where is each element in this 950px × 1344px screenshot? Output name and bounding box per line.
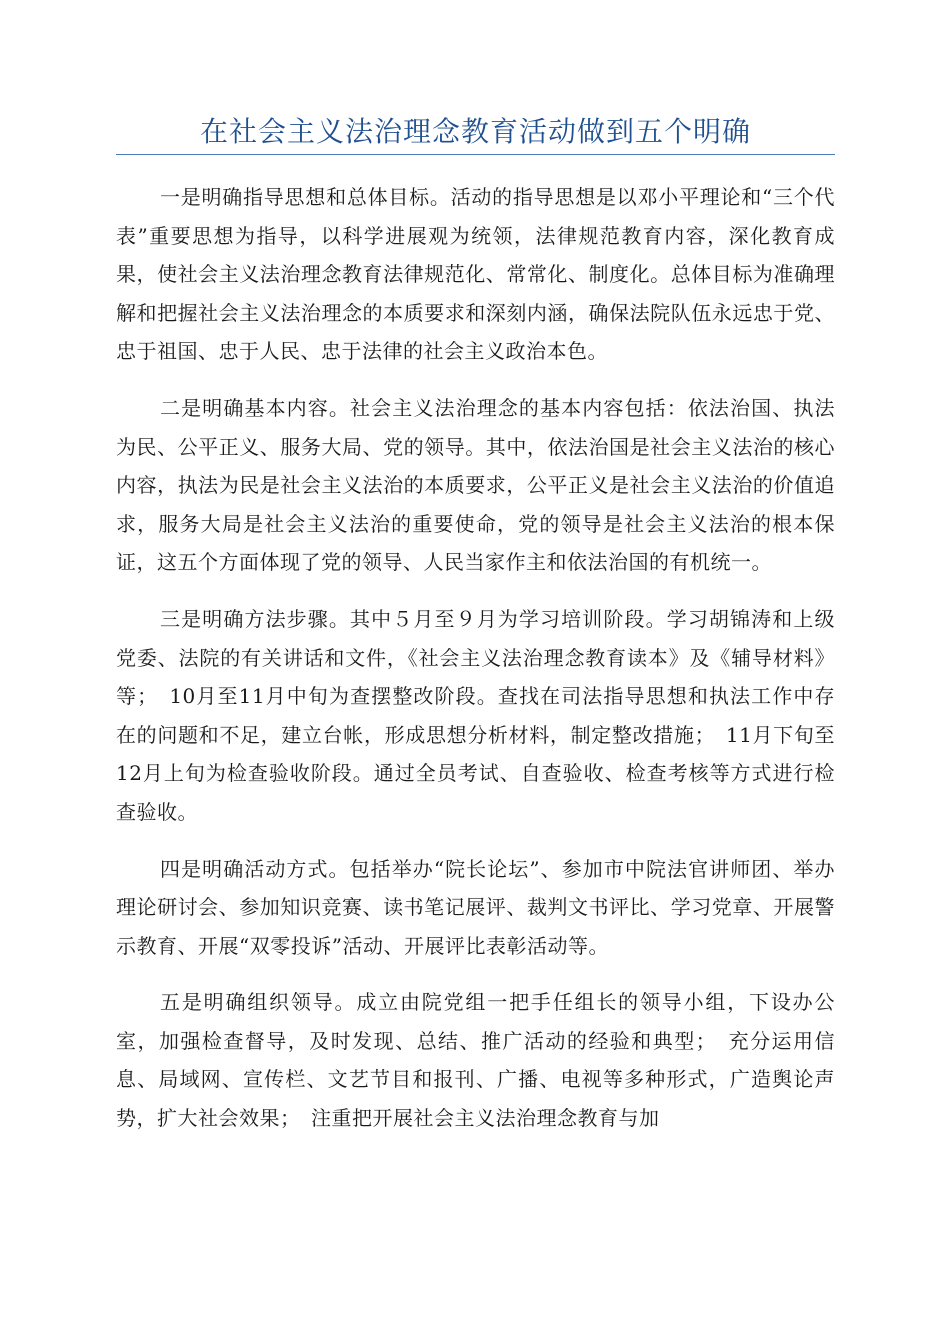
paragraph-activity-modes: 四是明确活动方式。包括举办“院长论坛”、参加市中院法官讲师团、举办理论研讨会、参加知识竞赛、读书笔记展评、裁判文书评比、学习党章、开展警示教育、开展“双零投诉”活动、开展评比表彰活动等。 (116, 856, 835, 958)
title-underline (116, 154, 835, 155)
paragraph-basic-content: 二是明确基本内容。社会主义法治理念的基本内容包括：依法治国、执法为民、公平正义、服务大局、党的领导。其中，依法治国是社会主义法治的核心内容，执法为民是社会主义法治的本质要求，公平正义是社会主义法治的价值追求，服务大局是社会主义法治的重要使命，党的领导是社会主义法治的根本保证，这五个方面体现了党的领导、人民当家作主和依法治国的有机统一。 (116, 395, 835, 575)
document-title: 在社会主义法治理念教育活动做到五个明确 (199, 115, 751, 148)
paragraph-guiding-ideology: 一是明确指导思想和总体目标。活动的指导思想是以邓小平理论和“三个代表”重要思想为指导，以科学进展观为统领，法律规范教育内容，深化教育成果，使社会主义法治理念教育法律规范化、常常化、制度化。总体目标为准确理解和把握社会主义法治理念的本质要求和深刻内涵，确保法院队伍永远忠于党、忠于祖国、忠于人民、忠于法律的社会主义政治本色。 (116, 185, 835, 364)
document-body (116, 178, 835, 1156)
paragraph-method-steps: 三是明确方法步骤。其中５月至９月为学习培训阶段。学习胡锦涛和上级党委、法院的有关讲话和文件，《社会主义法治理念教育读本》及《辅导材料》等； 10月至11月中旬为查摆整改阶段。查找在司法指导思想和执法工作中存在的问题和不足，建立台帐，形成思想分析材料，制定整改措施； 11月下旬至12月上旬为检查验收阶段。通过全员考试、自查验收、检查考核等方式进行检查验收。 (116, 606, 835, 824)
paragraph-organization-leadership: 五是明确组织领导。成立由院党组一把手任组长的领导小组，下设办公室，加强检查督导，及时发现、总结、推广活动的经验和典型； 充分运用信息、局域网、宣传栏、文艺节目和报刊、广播、电视等多种形式，广造舆论声势，扩大社会效果； 注重把开展社会主义法治理念教育与加 (116, 990, 835, 1131)
